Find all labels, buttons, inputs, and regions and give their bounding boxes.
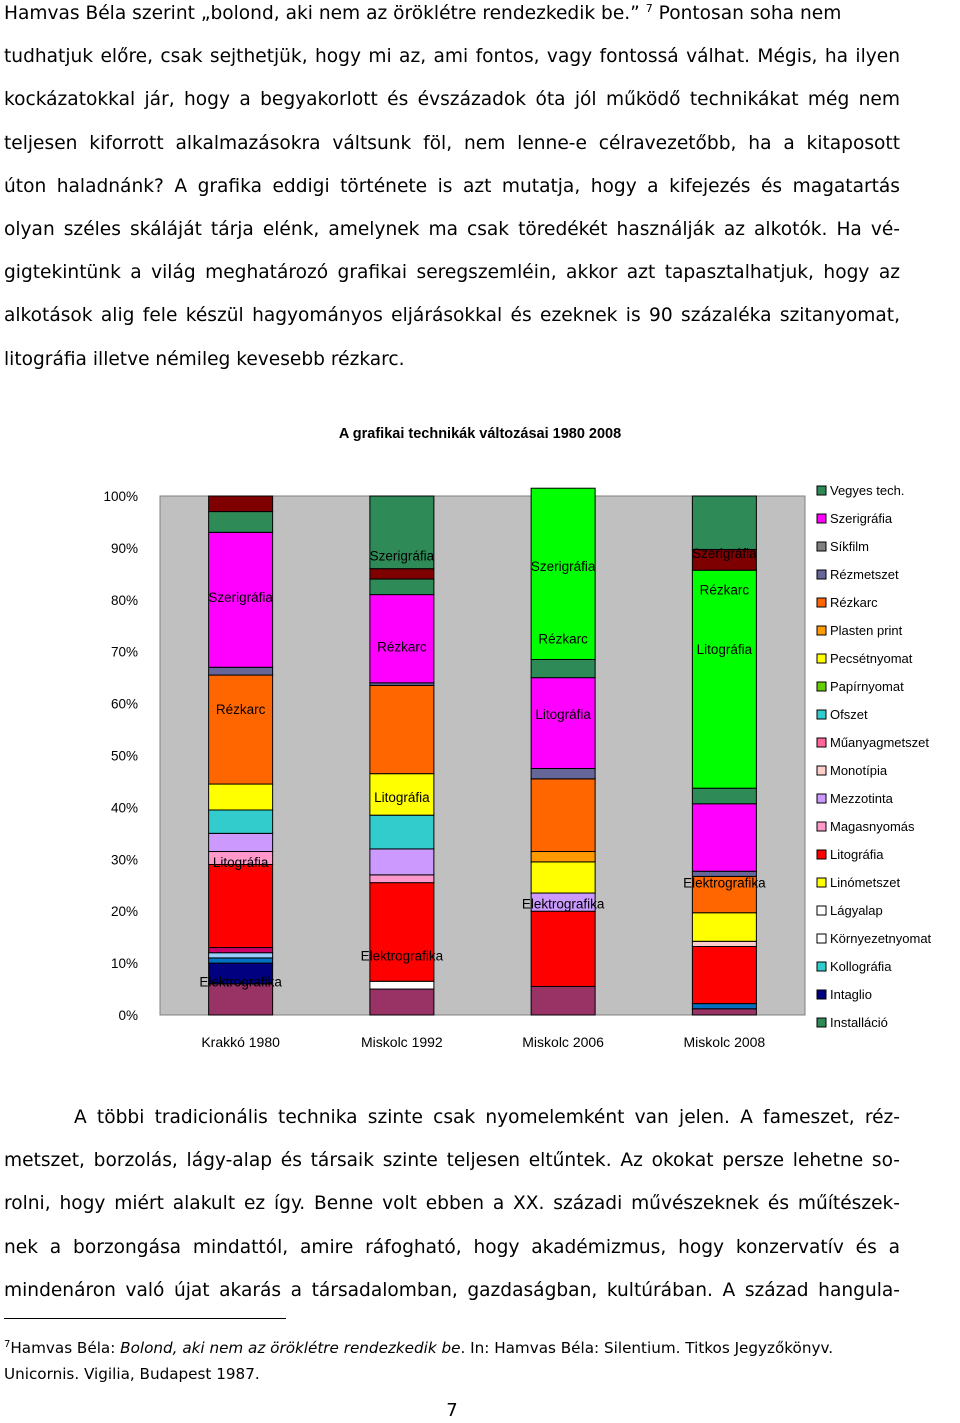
footnote-title: Bolond, aki nem az öröklétre rendezkedik be (120, 1339, 461, 1358)
bar-data-label: Litográfia (212, 854, 269, 870)
legend-item: Magasnyomás (830, 819, 915, 834)
legend-swatch (817, 626, 826, 635)
paragraph-1-line-7: gigtekintünk a világ meghatározó grafikai seregszemléin, akkor azt tapasztalhatjuk, hogy az (4, 262, 900, 284)
paragraph-2-line-2: metszet, borzolás, lágy-alap és társaik szinte teljesen eltűntek. Az okokat persze lehetne so- (4, 1150, 900, 1172)
bar-segment (370, 579, 434, 595)
legend-item: Installáció (830, 1015, 888, 1030)
legend-swatch (817, 570, 826, 579)
legend-swatch (817, 990, 826, 999)
legend-item: Ofszet (830, 707, 868, 722)
legend-swatch (817, 710, 826, 719)
bar-segment (531, 852, 595, 862)
legend-item: Síkfilm (830, 539, 869, 554)
bar-data-label: Rézkarc (377, 639, 427, 655)
bar-data-label: Szerigráfia (692, 546, 757, 562)
y-tick-label: 10% (110, 956, 138, 972)
paragraph-2-line-3: rolni, hogy miért alakult ez így. Benne volt ebben a XX. századi művészeknek és műítészek- (4, 1193, 900, 1215)
legend-swatch (817, 766, 826, 775)
bar-segment (370, 875, 434, 883)
footnote (4, 1332, 904, 1387)
bar-segment (370, 981, 434, 989)
footnote-number: 7 (4, 1339, 11, 1350)
bar-segment (370, 849, 434, 875)
bar-segment (531, 678, 595, 769)
bar-segment (209, 864, 273, 947)
page-number: 7 (446, 1400, 458, 1421)
legend-swatch (817, 486, 826, 495)
bar-data-label: Szerigráfia (369, 548, 435, 564)
bar-data-label: Rézkarc (699, 582, 750, 598)
bar-segment (209, 512, 273, 533)
legend-item: Kollográfia (830, 959, 892, 974)
bar-data-label: Litográfia (535, 706, 591, 722)
paragraph-2-line-5: mindenáron való újat akarás a társadalomban, gazdaságban, kultúrában. A század hangula- (4, 1279, 900, 1301)
y-tick-label: 90% (110, 540, 138, 556)
bar-segment (209, 833, 273, 851)
paragraph-1-line-1-text: Hamvas Béla szerint „bolond, aki nem az öröklétre rendezkedik be.” $^7$ Pontosan soha nem (4, 1, 842, 24)
paragraph-2-line-1 (4, 1096, 900, 1139)
paragraph-1-line-1-tail: Pontosan soha nem (658, 3, 842, 24)
legend-item: Plasten print (830, 623, 903, 638)
paragraph-1-line-3: kockázatokkal jár, hogy a begyakorlott és évszázadok óta jól működő technikákat még nem (4, 89, 900, 111)
bar-segment (692, 1004, 756, 1009)
bar-segment (209, 948, 273, 953)
bar-segment (209, 810, 273, 833)
legend-swatch (817, 822, 826, 831)
legend-swatch (817, 654, 826, 663)
technique-chart (0, 420, 960, 1060)
bar-segment (531, 768, 595, 778)
paragraph-1-line-9: litográfia illetve némileg kevesebb rézkarc. (4, 348, 405, 370)
bar-data-label: Rézkarc (215, 701, 266, 717)
bar-segment (209, 953, 273, 958)
legend-item: Monotípia (830, 763, 888, 778)
bar-segment (692, 496, 756, 549)
bar-segment (692, 913, 756, 942)
legend-swatch (817, 514, 826, 523)
legend-item: Intaglio (830, 987, 872, 1002)
bar-segment (370, 883, 434, 982)
footnote-author: Hamvas Béla: (10, 1339, 121, 1358)
legend-swatch (817, 878, 826, 887)
bar-data-label: Elektrografika (199, 974, 282, 990)
legend-item: Szerigráfia (830, 511, 893, 526)
paragraph-1-line-4: teljesen kiforrott alkalmazásokra váltsunk föl, nem lenne-e célravezetőbb, ha a kitaposott (4, 132, 900, 154)
bar-data-label: Elektrografika (683, 875, 766, 891)
bar-segment (209, 675, 273, 784)
y-tick-label: 70% (110, 644, 138, 660)
bar-segment (531, 911, 595, 986)
x-tick-label: Krakkó 1980 (201, 1034, 280, 1050)
legend-item: Pecsétnyomat (830, 651, 913, 666)
bar-segment (370, 815, 434, 849)
legend-swatch (817, 794, 826, 803)
footnote-line-2: Unicornis. Vigilia, Budapest 1987. (4, 1365, 260, 1384)
x-tick-label: Miskolc 1992 (361, 1034, 443, 1050)
chart-canvas (0, 420, 960, 1060)
legend-item: Litográfia (830, 847, 884, 862)
y-tick-label: 100% (103, 489, 138, 504)
paragraph-2-line-4: nek a borzongása mindattól, amire ráfogható, hogy akadémizmus, hogy konzervatív és a (4, 1236, 900, 1258)
legend-item: Vegyes tech. (830, 483, 905, 498)
y-tick-label: 60% (110, 696, 138, 712)
bar-segment (370, 989, 434, 1015)
legend-swatch (817, 962, 826, 971)
bar-data-label: Rézkarc (538, 631, 588, 647)
y-tick-label: 80% (110, 592, 138, 608)
paragraph-1-line-5: úton haladnánk? A grafika eddigi története is azt mutatja, hogy a kifejezés és magatartás (4, 175, 900, 197)
bar-data-label: Elektrografika (521, 896, 605, 912)
bar-segment (692, 1009, 756, 1015)
x-tick-label: Miskolc 2008 (683, 1034, 766, 1050)
paragraph-1 (4, 0, 900, 381)
bar-segment (692, 946, 756, 1003)
y-tick-label: 0% (118, 1008, 138, 1023)
footnote-line-1 (4, 1332, 904, 1361)
paragraph-2-line-1-text: A többi tradicionális technika szinte csak nyomelemként van jelen. A fameszet, réz- (74, 1107, 900, 1128)
bar-segment (370, 569, 434, 579)
paragraph-1-line-1 (4, 0, 900, 35)
bar-segment (370, 685, 434, 773)
legend-item: Linómetszet (830, 875, 901, 890)
bar-data-label: Szerigráfia (208, 590, 273, 606)
legend-item: Lágyalap (830, 903, 883, 918)
footnote-ref[interactable]: 7 (645, 1, 653, 15)
footnote-source: . In: Hamvas Béla: Silentium. Titkos Jegyzőkönyv. (460, 1339, 834, 1358)
legend-item: Környezetnyomat (830, 931, 932, 946)
y-tick-label: 40% (110, 800, 138, 816)
bar-data-label: Szerigráfia (530, 559, 596, 575)
chart-title: A grafikai technikák változásai 1980 2008 (338, 426, 622, 442)
y-tick-label: 50% (110, 748, 138, 764)
legend-item: Rézmetszet (830, 567, 899, 582)
legend-swatch (817, 934, 826, 943)
paragraph-2 (4, 1096, 900, 1312)
bar-segment (692, 804, 756, 871)
legend-swatch (817, 1018, 826, 1027)
legend-swatch (817, 542, 826, 551)
y-tick-label: 30% (110, 852, 138, 868)
legend-swatch (817, 682, 826, 691)
legend-item: Papírnyomat (830, 679, 904, 694)
legend-swatch (817, 598, 826, 607)
bar-data-label: Litográfia (696, 642, 753, 658)
bar-segment (209, 784, 273, 810)
bar-segment (692, 941, 756, 946)
bar-segment (692, 788, 756, 804)
footnote-separator (4, 1318, 286, 1319)
bar-segment (531, 986, 595, 1015)
bar-segment (209, 496, 273, 512)
paragraph-1-line-6: olyan széles skáláját tárja elénk, amelynek ma csak töredékét használják az alkotók. Ha vé- (4, 219, 900, 241)
legend-swatch (817, 906, 826, 915)
bar-segment (531, 659, 595, 677)
bar-data-label: Litográfia (374, 790, 430, 806)
bar-segment (209, 958, 273, 963)
legend-item: Műanyagmetszet (830, 735, 929, 750)
bar-segment (692, 570, 756, 788)
bar-data-label: Elektrografika (360, 948, 444, 964)
x-tick-label: Miskolc 2006 (522, 1034, 604, 1050)
bar-segment (209, 667, 273, 675)
legend-swatch (817, 850, 826, 859)
bar-segment (531, 862, 595, 893)
y-tick-label: 20% (110, 904, 138, 920)
paragraph-1-line-2: tudhatjuk előre, csak sejthetjük, hogy mi az, ami fontos, vagy fontossá válhat. Mégis, ha ilyen (4, 46, 900, 68)
legend-swatch (817, 738, 826, 747)
legend-item: Rézkarc (830, 595, 878, 610)
legend-item: Mezzotinta (830, 791, 893, 806)
bar-segment (531, 779, 595, 852)
paragraph-1-line-8: alkotások alig fele készül hagyományos eljárásokkal és ezeknek is 90 százaléka szitanyomat, (4, 305, 900, 327)
